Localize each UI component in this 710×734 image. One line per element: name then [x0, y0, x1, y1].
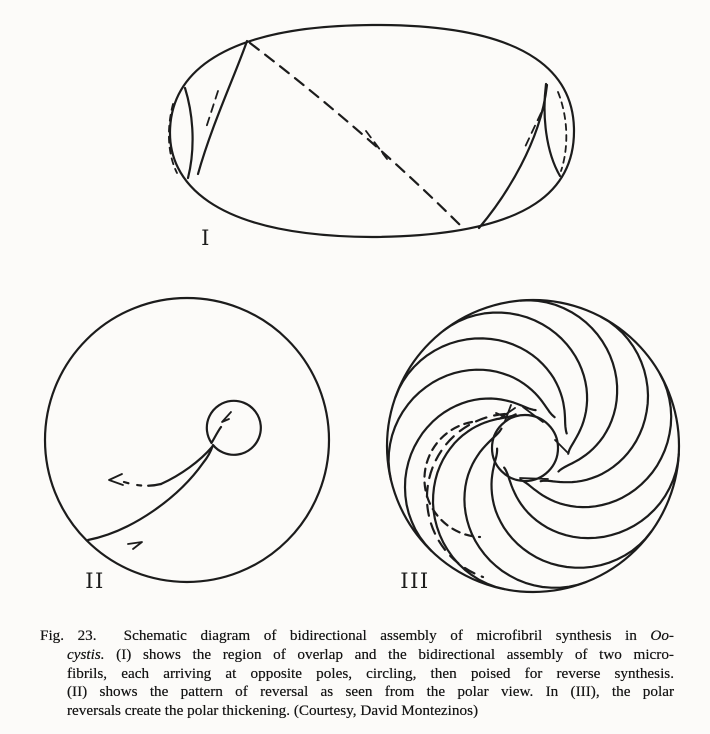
caption-text: Fig. 23. Schematic diagram of bidirectional assembly of microfibril synthesis in — [40, 627, 651, 644]
swirl-arm — [520, 300, 617, 471]
panel-II-label: II — [85, 569, 105, 593]
overlap-parallel-dash — [366, 131, 387, 159]
reversal-curve-dashed — [124, 482, 161, 486]
reversal-curve-solid — [161, 447, 212, 484]
caption-text: reversals create the polar thickening. (Courtesy, David Montezinos) — [67, 702, 479, 720]
caption-species-italic: Oo- — [650, 627, 674, 644]
caption-text: (I) shows the region of overlap and the bidirectional assembly of two micro- — [104, 645, 674, 663]
right-microfibril — [479, 85, 547, 228]
caption-text: fibrils, each arriving at opposite poles, circling, then poised for reverse synthesis. — [67, 664, 674, 682]
swirl-arm — [389, 370, 555, 480]
caption-line-4 — [40, 683, 674, 702]
caption-line-2 — [40, 646, 674, 665]
direction-arrow-right — [128, 542, 142, 549]
left-pole-ellipse-arc — [185, 88, 193, 178]
swirl-arms — [389, 300, 679, 589]
left-microfibril — [198, 41, 247, 174]
figure-caption — [40, 627, 674, 721]
panel-II-polar-view-reversal — [45, 298, 329, 593]
polar-thickening-circle — [492, 415, 558, 481]
caption-text: (II) shows the pattern of reversal as seen from the polar view. In (III), the polar — [67, 683, 674, 701]
microfibril-spiral-loop — [88, 401, 261, 540]
tick-bottom — [520, 478, 548, 479]
caption-line-5 — [40, 702, 674, 721]
caption-species-italic: cystis. — [67, 645, 105, 663]
swirl-arm — [504, 454, 679, 538]
loop-tip-arrow — [222, 412, 231, 422]
tick-right — [555, 440, 567, 452]
overlap-diagonal-dashed — [250, 43, 463, 228]
right-pole-ellipse-arc — [545, 84, 560, 176]
cell-outline — [170, 25, 574, 237]
right-pole-hidden-dashed-arc — [558, 92, 566, 171]
panel-I-label: I — [201, 226, 211, 250]
panel-I-cell-side-view — [169, 25, 574, 250]
caption-line-1 — [40, 627, 674, 646]
swirl-arm — [492, 449, 652, 568]
panel-III-polar-thickening — [387, 300, 679, 593]
panel-III-label: III — [400, 569, 430, 593]
caption-line-3 — [40, 665, 674, 684]
reversal-arrow-left — [109, 474, 123, 485]
